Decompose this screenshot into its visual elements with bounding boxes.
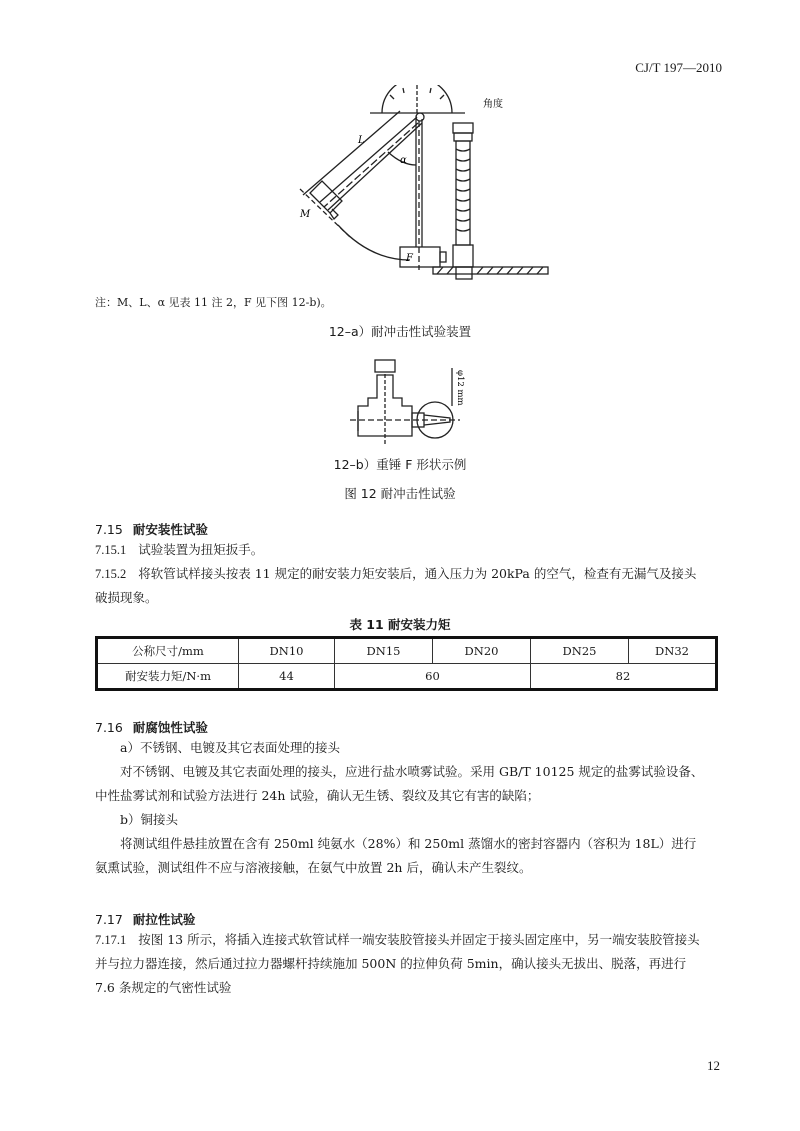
clause-7-15-1 [95, 538, 707, 562]
clause-text: 将软管试样接头按表 11 规定的耐安装力矩安装后，通入压力为 20kPa 的空气，检查有无漏气及接头破损现象。 [95, 566, 697, 605]
section-number: 7.17 [95, 912, 123, 927]
angle-label: 角度 [483, 99, 503, 110]
figure-note: 注：M、L、α 见表 11 注 2，F 见下图 12-b)。 [95, 296, 332, 309]
clause-number: 7.15.1 [95, 543, 127, 557]
section-title: 耐腐蚀性试验 [132, 720, 208, 735]
clause-number: 7.15.2 [95, 567, 127, 581]
length-label: L [358, 135, 365, 146]
section-7-15-heading [95, 520, 208, 538]
size-cell: DN20 [433, 638, 531, 664]
header-label: 公称尺寸/mm [97, 638, 239, 664]
clause-7-15-2 [95, 562, 707, 610]
pivot [416, 113, 424, 121]
figure-title: 图 12 耐冲击性试验 [344, 486, 456, 501]
section-title: 耐安装性试验 [132, 522, 208, 537]
item-a-title: a）不锈钢、电镀及其它表面处理的接头 [120, 740, 340, 755]
alpha-label: α [400, 155, 407, 166]
item-b-text: 将测试组件悬挂放置在含有 250ml 纯氨水（28%）和 250ml 蒸馏水的密封容器内（容积为 18L）进行氨熏试验，测试组件不应与溶液接触，在氨气中放置 2h 后，确认未产生裂纹。 [95, 836, 697, 875]
impact-test-apparatus-diagram [270, 85, 550, 285]
hammer-shape-diagram [350, 358, 470, 448]
section-number: 7.15 [95, 522, 123, 537]
standard-number: CJ/T 197—2010 [635, 60, 722, 75]
size-cell: DN25 [531, 638, 629, 664]
section-7-17-heading [95, 910, 195, 928]
table-row [97, 664, 717, 690]
section-7-16-heading [95, 718, 208, 736]
installation-torque-table [95, 636, 718, 691]
torque-cell: 44 [239, 664, 335, 690]
size-cell: DN32 [629, 638, 717, 664]
clause-7-17-1 [95, 928, 707, 1000]
row-label: 耐安装力矩/N·m [97, 664, 239, 690]
table-row [97, 638, 717, 664]
mass-label: M [300, 209, 311, 220]
size-cell: DN10 [239, 638, 335, 664]
clause-text: 试验装置为扭矩扳手。 [138, 542, 264, 557]
clause-text: 按图 13 所示，将插入连接式软管试样一端安装胶管接头并固定于接头固定座中，另一端安装胶管接头并与拉力器连接，然后通过拉力器螺杆持续施加 500N 的拉伸负荷 5min，确认接头无拔出、脱落，再进行 7.6 条规定的气密性试验 [95, 932, 700, 995]
table-caption: 表 11 耐安装力矩 [349, 617, 451, 632]
hammer-label: F [406, 253, 413, 264]
item-a-text: 对不锈钢、电镀及其它表面处理的接头，应进行盐水喷雾试验。采用 GB/T 10125 规定的盐雾试验设备、中性盐雾试剂和试验方法进行 24h 试验，确认无生锈、裂纹及其它有害的缺陷； [95, 764, 704, 803]
swing-arc [338, 225, 410, 260]
diameter-label: φ12 mm [455, 370, 465, 406]
clause-number: 7.17.1 [95, 933, 127, 947]
torque-cell: 82 [531, 664, 717, 690]
caption-12a: 12–a）耐冲击性试验装置 [328, 324, 472, 339]
section-number: 7.16 [95, 720, 123, 735]
torque-cell: 60 [335, 664, 531, 690]
section-title: 耐拉性试验 [132, 912, 196, 927]
item-b-title: b）铜接头 [120, 812, 179, 827]
size-cell: DN15 [335, 638, 433, 664]
page-number: 12 [707, 1058, 720, 1073]
caption-12b: 12–b）重锤 F 形状示例 [333, 457, 467, 472]
